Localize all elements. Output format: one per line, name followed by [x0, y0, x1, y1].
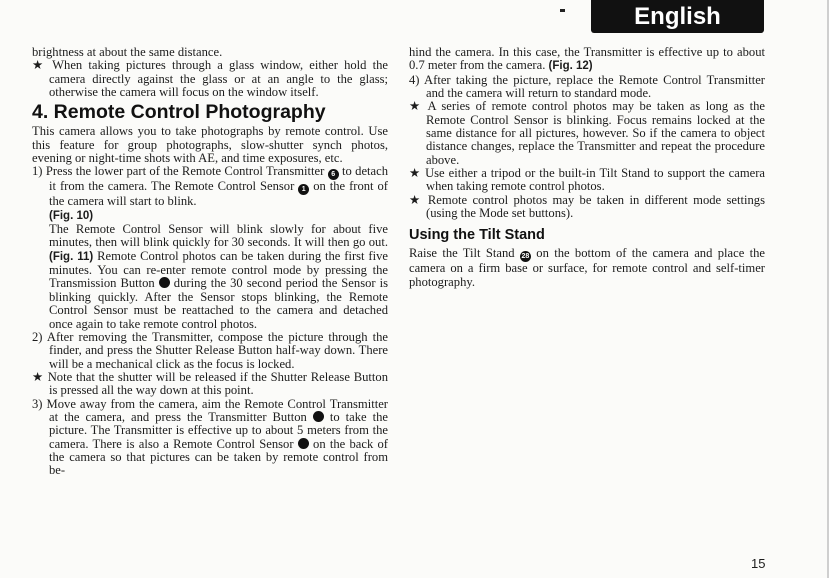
right-column	[409, 46, 765, 289]
callout-marker-transmission	[159, 277, 170, 288]
note-mode: ★ Remote control photos may be taken in different mode settings (using the Mode set buttons).	[409, 192, 765, 221]
step-1-text-c: on the front of the camera will start to blink.	[49, 179, 388, 209]
step-2	[32, 331, 388, 371]
figure-ref-10: (Fig. 10)	[49, 209, 94, 222]
tilt-stand-paragraph	[409, 247, 765, 289]
step-1-number: 1)	[32, 164, 43, 179]
step-2-text: After removing the Transmitter, compose the picture through the finder, and press the Shutter Release Button half-way down. There will be a mechanical click as the focus is locked.	[46, 329, 388, 371]
note-series: ★ A series of remote control photos may be taken as long as the Remote Control Sensor is blinking. Focus remains locked at the same distance for all pictures, however. So if the camera to object distance changes, replace the Transmitter and repeat the procedure above.	[409, 99, 765, 167]
callout-marker-1: 1	[298, 184, 309, 195]
continued-text-right	[409, 46, 765, 74]
step-3-text-a: Move away from the camera, aim the Remote Control Transmitter at the camera, and press the Transmitter Button	[46, 396, 389, 424]
page-number: 15	[751, 556, 766, 571]
language-badge: English	[591, 0, 764, 33]
callout-marker-6: 6	[328, 169, 339, 180]
callout-marker-28: 28	[521, 253, 530, 261]
callout-marker-transmitter-button	[313, 411, 324, 422]
step-3	[32, 398, 388, 478]
section-title: 4. Remote Control Photography	[32, 101, 326, 124]
step-4-number: 4)	[409, 72, 420, 87]
figure-ref-12: (Fig. 12)	[548, 60, 593, 73]
subsection-title: Using the Tilt Stand	[409, 227, 545, 244]
step-4	[409, 74, 765, 101]
note-shutter: ★ Note that the shutter will be released if the Shutter Release Button is pressed all the way down at this point.	[32, 369, 388, 398]
callout-marker-rear-sensor	[298, 438, 309, 449]
step-3-number: 3)	[32, 396, 43, 411]
continued-text-right-a: hind the camera. In this case, the Transmitter is effective up to about 0.7 meter from the camera.	[409, 45, 765, 73]
intro-paragraph: This camera allows you to take photographs by remote control. Use this feature for group photographs, slow-shutter synch photos, evening or night-time shots with AE, and time exposures, etc.	[32, 124, 388, 166]
step-1-text-a: Press the lower part of the Remote Control Transmitter	[45, 164, 325, 179]
step-1-text-b: to detach it from the camera. The Remote Control Sensor	[49, 164, 389, 194]
left-column	[32, 46, 388, 478]
figure-ref-11: (Fig. 11)	[49, 250, 94, 263]
header-dash	[560, 9, 565, 12]
step-2-number: 2)	[32, 329, 43, 344]
step-3-text-c: on the back of the camera so that pictures can be taken by remote control from be-	[49, 436, 388, 478]
step-1-text-f: during the 30 second period the Sensor is blinking quickly. After the Sensor stops blinking, the Remote Control Sensor must be reattached to the camera and detached once again to take remote control photos.	[49, 276, 388, 331]
note-tripod: ★ Use either a tripod or the built-in Tilt Stand to support the camera when taking remote control photos.	[409, 166, 765, 194]
tilt-text-b: on the bottom of the camera and place the camera on a firm base or surface, for remote control and self-timer photography.	[409, 246, 766, 289]
note-glass: ★ When taking pictures through a glass window, either hold the camera directly against the glass or at an angle to the glass; otherwise the camera will focus on the window itself.	[32, 58, 388, 100]
step-1-text-e: Remote Control photos can be taken during the first five minutes. You can re-enter remote control mode by pressing the Transmission Button	[49, 248, 389, 291]
tilt-text-a: Raise the Tilt Stand	[409, 246, 515, 261]
step-1	[32, 165, 388, 330]
continued-text: brightness at about the same distance.	[32, 45, 223, 59]
step-3-text-b: to take the picture. The Transmitter is effective up to about 5 meters from the camera. There is also a Remote Control Sensor	[49, 409, 388, 451]
step-1-text-d: The Remote Control Sensor will blink slowly for about five minutes, then will blink quickly for 30 seconds. It will then go out.	[49, 222, 388, 250]
step-4-text: After taking the picture, replace the Remote Control Transmitter and the camera will return to standard mode.	[424, 72, 765, 101]
